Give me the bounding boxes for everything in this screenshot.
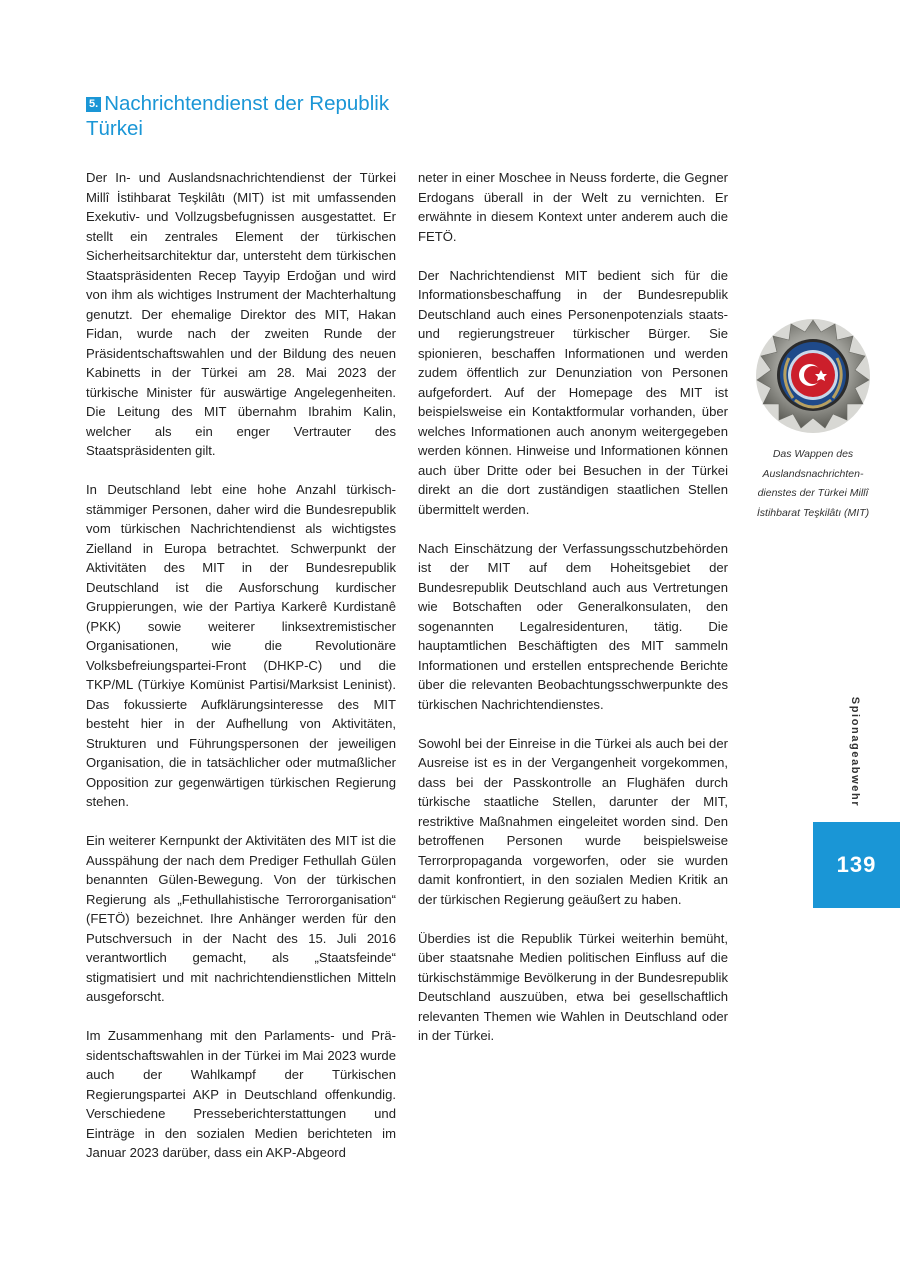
- section-number-badge: 5.: [86, 97, 101, 112]
- paragraph: Nach Einschätzung der Verfassungsschutzbehörden ist der MIT auf dem Hoheitsgebiet der Bundesrepublik Deutschland auch aus Vertretungen wie Botschaften oder Generalkonsulaten, den sogenannten Legalresidenturen, tätig. Die hauptamtlichen Beschäftigten des MIT sammeln Informationen und erstellen entsprechende Berichte über die relevanten Beobachtungsschwerpunkte des türkischen Nachrichtendienstes.: [418, 540, 728, 712]
- right-column: [418, 168, 728, 1046]
- section-tab: [842, 696, 868, 808]
- paragraph: Im Zusammenhang mit den Parlaments- und Präsidentschaftswahlen in der Türkei im Mai 2023 wurde auch der Wahlkampf der Türkischen Regierungspartei AKP in Deutschland offenkundig. Verschiedene Presseberichterstattungen und Einträge in den sozialen Medien berichteten im Januar 2023 darüber, dass ein AKP-Abgeord: [86, 1028, 396, 1160]
- emblem-graphic: [755, 318, 871, 434]
- paragraph: Der In- und Auslandsnachrichtendienst der Türkei Millî İstihbarat Teşkilâtı (MIT) ist mit umfassenden Exekutiv- und Vollzugsbefugnissen ausgestattet. Er stellt ein zentrales Element der türkischen Sicherheitsarchitektur dar, untersteht dem türkischen Staatspräsidenten Recep Tayyip Erdoğan und wird von ihm als wichtiges Instrument der Machterhaltung genutzt. Der ehemalige Direktor des MIT, Hakan Fidan, wurde nach der zweiten Runde der Präsidentschaftswahlen und der Bildung des neuen Kabinetts in der Türkei am 28. Mai 2023 der türkische Minister für auswärtige Angelegenheiten. Die Leitung des MIT übernahm Ibrahim Kalin, welcher als ein enger Vertrauter des Staatspräsidenten gilt.: [86, 170, 396, 458]
- mit-emblem-icon: [755, 318, 871, 434]
- emblem-caption: Das Wappen des Auslandsnachrichtendienstes der Türkei Millî İstihbarat Teşkilâtı (MIT): [756, 448, 870, 519]
- paragraph: Ein weiterer Kernpunkt der Aktivitäten des MIT ist die Ausspähung der nach dem Prediger Fethullah Gülen benannten Gülen-Bewegung. Von der türkischen Regierung als „Fethullahistische Terrororganisation“ (FETÖ) bezeichnet. Ihre Anhänger werden für den Putschversuch in der Nacht des 15. Juli 2016 verantwortlich gemacht, als „Staatsfeinde“ stigmatisiert und mit nachrichtendienstlichen Mitteln ausgeforscht.: [86, 833, 396, 1004]
- section-heading: [86, 91, 416, 141]
- paragraph: neter in einer Moschee in Neuss forderte, die Gegner Erdogans überall in der Welt zu vernichten. Er erwähnte in diesem Kontext unter anderem auch die FETÖ.: [418, 170, 728, 244]
- paragraph: Der Nachrichtendienst MIT bedient sich für die Informationsbeschaffung in der Bundesrepublik Deutschland auch eines Personenpotenzials staats- und regierungstreuer türkischer Bürger. Sie spionieren, beschaffen Informationen und werden zudem öffentlich zur Denunziation von Personen aufgefordert. Auf der Homepage des MIT ist beispielsweise ein Kontaktformular vorhanden, über welches Informationen auch anonym weitergegeben werden können. Hinweise und Informationen können auch über Dritte oder bei Besuchen in der Türkei direkt an die dort zuständigen staatlichen Stellen übermittelt werden.: [418, 267, 728, 517]
- paragraph: Überdies ist die Republik Türkei weiterhin bemüht, über staatsnahe Medien politischen Einfluss auf die türkischstämmige Bevölkerung in der Bundesrepublik Deutschland auszuüben, etwa bei gesellschaftlich relevanten Themen wie Wahlen in Deutschland oder in der Türkei.: [418, 930, 728, 1043]
- page-number: 139: [813, 822, 900, 908]
- section-title: Nachrichtendienst der Republik Türkei: [86, 92, 390, 140]
- paragraph: In Deutschland lebt eine hohe Anzahl türkischstämmiger Personen, daher wird die Bundesrepublik vom türkischen Nachrichtendienst als wichtigstes Zielland in Europa betrachtet. Schwerpunkt der Aktivitäten des MIT in der Bundesrepublik Deutschland ist die Ausforschung kurdischer Gruppierungen, wie der Partiya Karkerê Kurdistanê (PKK) sowie weiterer linksextremistischer Organisationen, wie die Revolutionäre Volksbefreiungspartei-Front (DHKP-C) und die TKP/ML (Türkiye Komünist Partisi/Marksist Leninist). Das fokussierte Aufklärungsinteresse des MIT besteht hier in der Aufhellung von Aktivitäten, Strukturen und Führungspersonen der jeweiligen Organisation, die in tatsächlicher oder mutmaßlicher Opposition zur gegenwärtigen türkischen Regierung stehen.: [86, 482, 396, 809]
- paragraph: Sowohl bei der Einreise in die Türkei als auch bei der Ausreise ist es in der Vergangenheit vorgekommen, dass bei der Passkontrolle an Flughäfen durch türkische staatliche Stellen, darunter der MIT, restriktive Maßnahmen eingeleitet worden sind. Den betroffenen Personen wurde beispielsweise Terrorpropaganda vorgeworfen, oder sie wurden damit konfrontiert, in den sozialen Medien Kritik an der türkischen Regierung geäußert zu haben.: [418, 735, 728, 907]
- left-column: [86, 168, 396, 1163]
- section-label: Spionageabwehr: [849, 696, 861, 808]
